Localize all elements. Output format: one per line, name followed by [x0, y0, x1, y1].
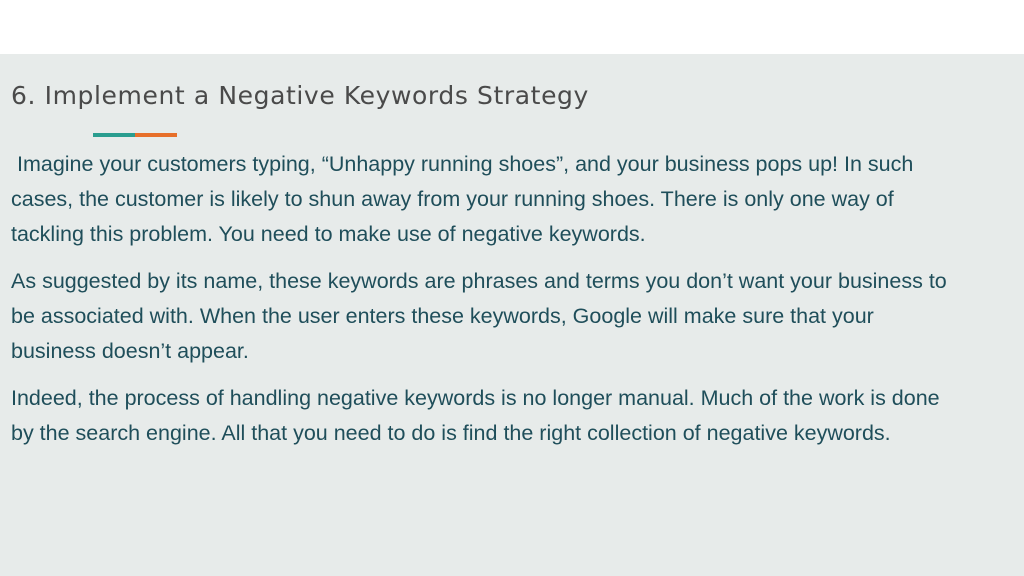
paragraph-intro: Imagine your customers typing, “Unhappy running shoes”, and your business pops up! In such cases, the customer is likely to shun away from your running shoes. There is only one way of tackling this problem. You need to make use of negative keywords.	[11, 152, 920, 246]
top-white-band	[0, 0, 1024, 54]
slide-title: 6. Implement a Negative Keywords Strategy	[11, 81, 589, 110]
paragraph-process: Indeed, the process of handling negative keywords is no longer manual. Much of the work is done by the search engine. All that you need to do is find the right collection of negative keywords.	[11, 386, 940, 445]
slide	[0, 54, 1024, 576]
accent-teal-segment	[93, 133, 135, 137]
paragraph-definition: As suggested by its name, these keywords are phrases and terms you don’t want your business to be associated with. When the user enters these keywords, Google will make sure that your business doesn’t appear.	[11, 269, 947, 363]
title-accent-bar	[93, 133, 177, 137]
slide-body	[11, 147, 951, 463]
accent-orange-segment	[135, 133, 177, 137]
